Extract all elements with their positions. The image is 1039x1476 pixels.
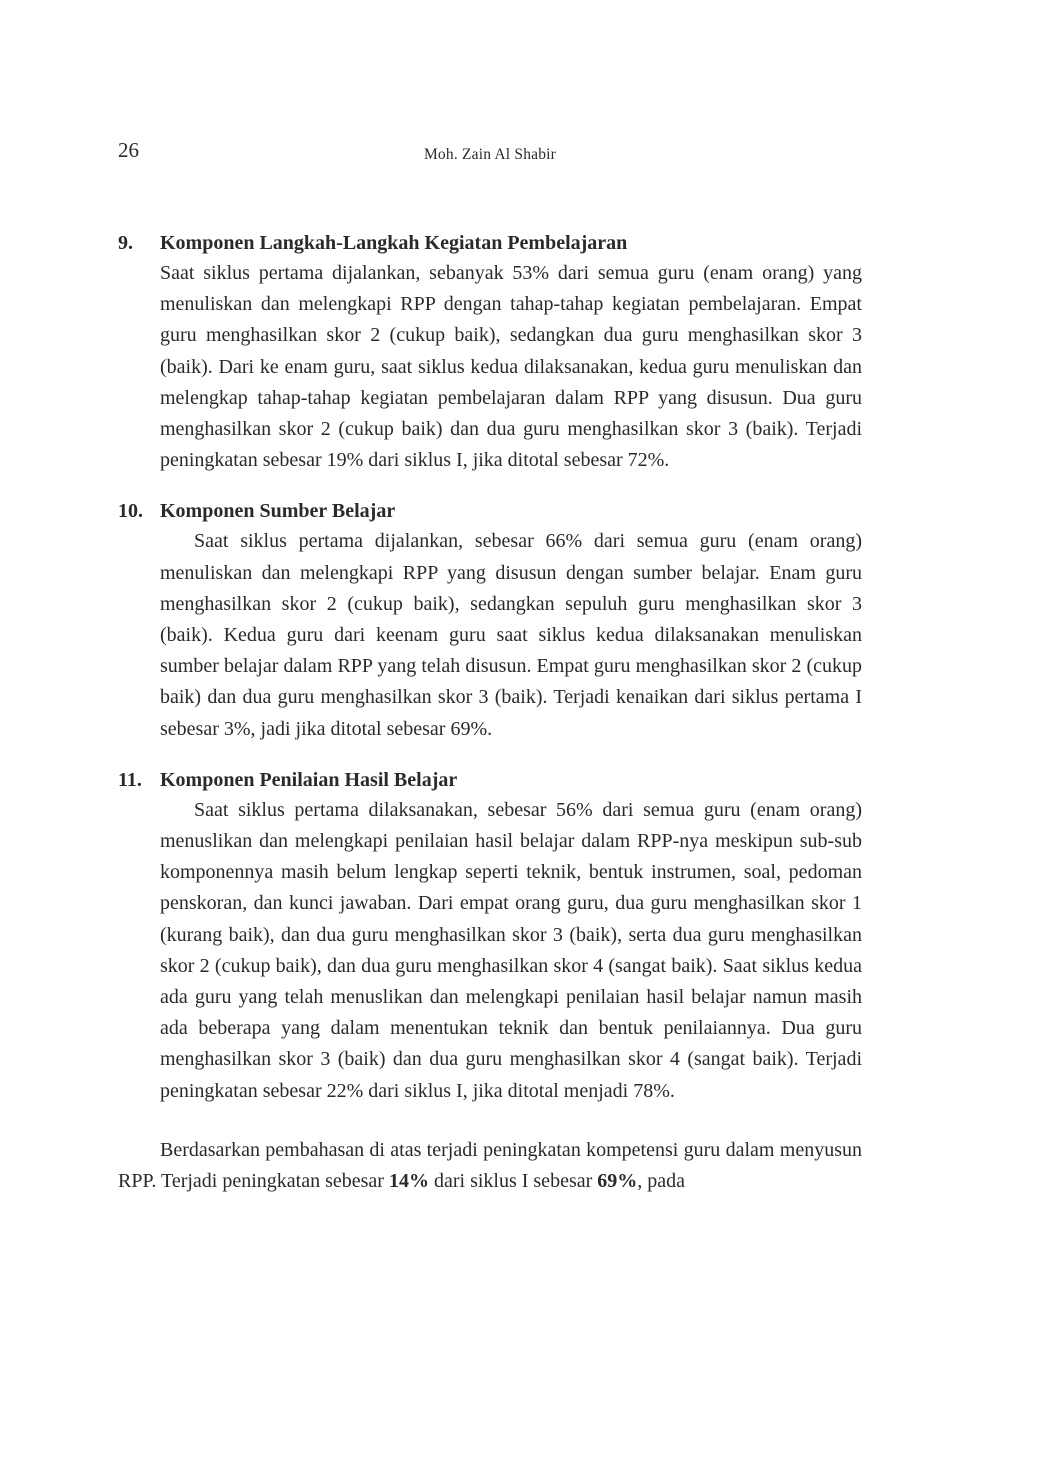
running-head: Moh. Zain Al Shabir [423, 146, 557, 163]
conclusion-highlight: 14% [388, 1169, 429, 1192]
section-heading [118, 765, 862, 795]
section-number: 10. [118, 500, 143, 523]
section-11 [118, 765, 862, 1107]
section-number: 9. [118, 232, 133, 254]
section-title: Komponen Langkah-Langkah Kegiatan Pembelajaran [160, 232, 628, 254]
section-heading [118, 228, 862, 258]
conclusion-text: dari siklus I sebesar [428, 1169, 598, 1192]
main-content [118, 228, 862, 1217]
section-title: Komponen Sumber Belajar [160, 500, 396, 523]
section-number: 11. [118, 768, 142, 791]
page-number: 26 [118, 138, 139, 162]
conclusion-highlight: 69% [597, 1169, 638, 1192]
section-title: Komponen Penilaian Hasil Belajar [160, 768, 458, 791]
section-body: Saat siklus pertama dilaksanakan, sebesar 56% dari semua guru (enam orang) menuslikan dan melengkapi penilaian hasil belajar dalam RPP-nya meskipun sub-sub komponennya masih belum lengkap seperti teknik, bentuk instrumen, soal, pedoman penskoran, dan kunci jawaban. Dari empat orang guru, dua guru menghasilkan skor 1 (kurang baik), dan dua guru menghasilkan skor 3 (baik), serta dua guru menghasilkan skor 2 (cukup baik), dan dua guru menghasilkan skor 4 (sangat baik). Saat siklus kedua ada guru yang telah menuslikan dan melengkapi penilaian hasil belajar namun masih ada beberapa yang dalam menentukan teknik dan bentuk penilaiannya. Dua guru menghasilkan skor 3 (baik) dan dua guru menghasilkan skor 4 (sangat baik). Terjadi peningkatan sebesar 22% dari siklus I, jika ditotal menjadi 78%. [160, 798, 862, 1102]
section-body: Saat siklus pertama dijalankan, sebanyak 53% dari semua guru (enam orang) yang menuliskan dan melengkapi RPP dengan tahap-tahap kegiatan pembelajaran. Empat guru menghasilkan skor 2 (cukup baik), sedangkan dua guru menghasilkan skor 3 (baik). Dari ke enam guru, saat siklus kedua dilaksanakan, kedua guru menuliskan dan melengkap tahap-tahap kegiatan pembelajaran dalam RPP yang disusun. Dua guru menghasilkan skor 2 (cukup baik) dan dua guru menghasilkan skor 3 (baik). Terjadi peningkatan sebesar 19% dari siklus I, jika ditotal sebesar 72%. [160, 262, 862, 472]
section-body: Saat siklus pertama dijalankan, sebesar 66% dari semua guru (enam orang) menuliskan dan melengkapi RPP yang disusun dengan sumber belajar. Enam guru menghasilkan skor 2 (cukup baik), sedangkan sepuluh guru menghasilkan skor 3 (baik). Kedua guru dari keenam guru saat siklus kedua dilaksanakan menuliskan sumber belajar dalam RPP yang telah disusun. Empat guru menghasilkan skor 2 (cukup baik) dan dua guru menghasilkan skor 3 (baik). Terjadi kenaikan dari siklus pertama I sebesar 3%, jadi jika ditotal sebesar 69%. [160, 530, 862, 740]
conclusion-paragraph [118, 1135, 862, 1197]
section-heading [118, 496, 862, 526]
section-10 [118, 496, 862, 744]
conclusion-text: , pada [637, 1169, 686, 1192]
section-9 [118, 228, 862, 476]
conclusion-text: Berdasarkan pembahasan di atas terjadi peningkatan kompetensi guru dalam menyusun RPP. Terjadi peningkatan sebesar [118, 1138, 862, 1192]
